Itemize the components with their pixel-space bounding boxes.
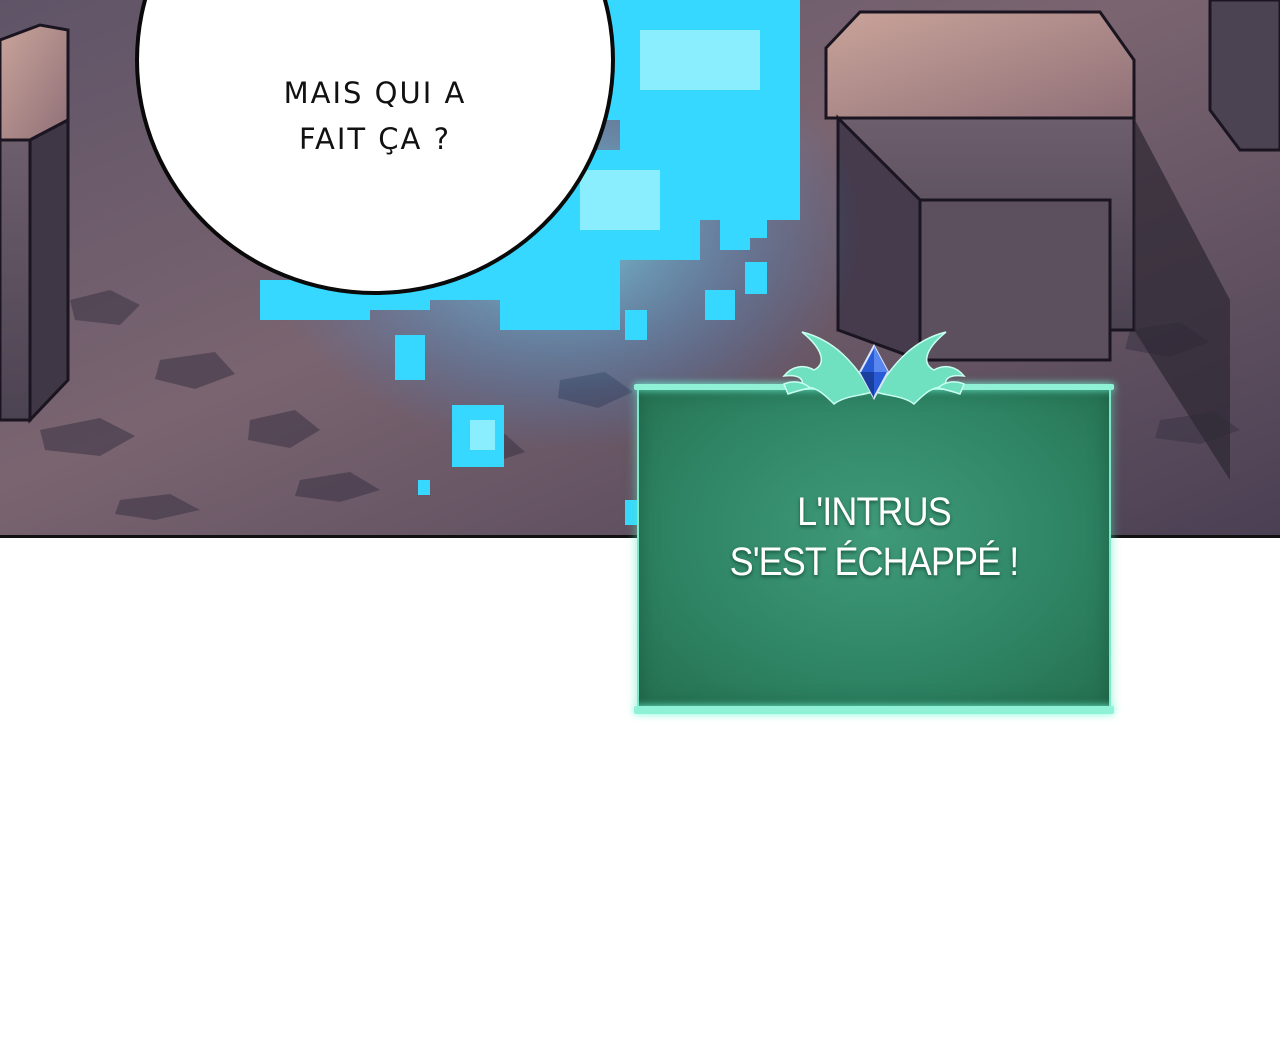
speech-line-2: FAIT ÇA ?	[298, 122, 452, 156]
system-notification-window	[634, 322, 1114, 717]
speech-line-1: MAIS QUI A	[283, 76, 467, 110]
crest-ornament-icon	[764, 322, 984, 417]
system-line-1: L'INTRUS	[797, 490, 951, 534]
system-line-2: S'EST ÉCHAPPÉ !	[729, 540, 1019, 584]
left-crate	[0, 25, 68, 420]
system-bottom-rail	[634, 706, 1114, 714]
speech-bubble-text	[250, 70, 500, 162]
system-notification-text	[661, 487, 1088, 587]
